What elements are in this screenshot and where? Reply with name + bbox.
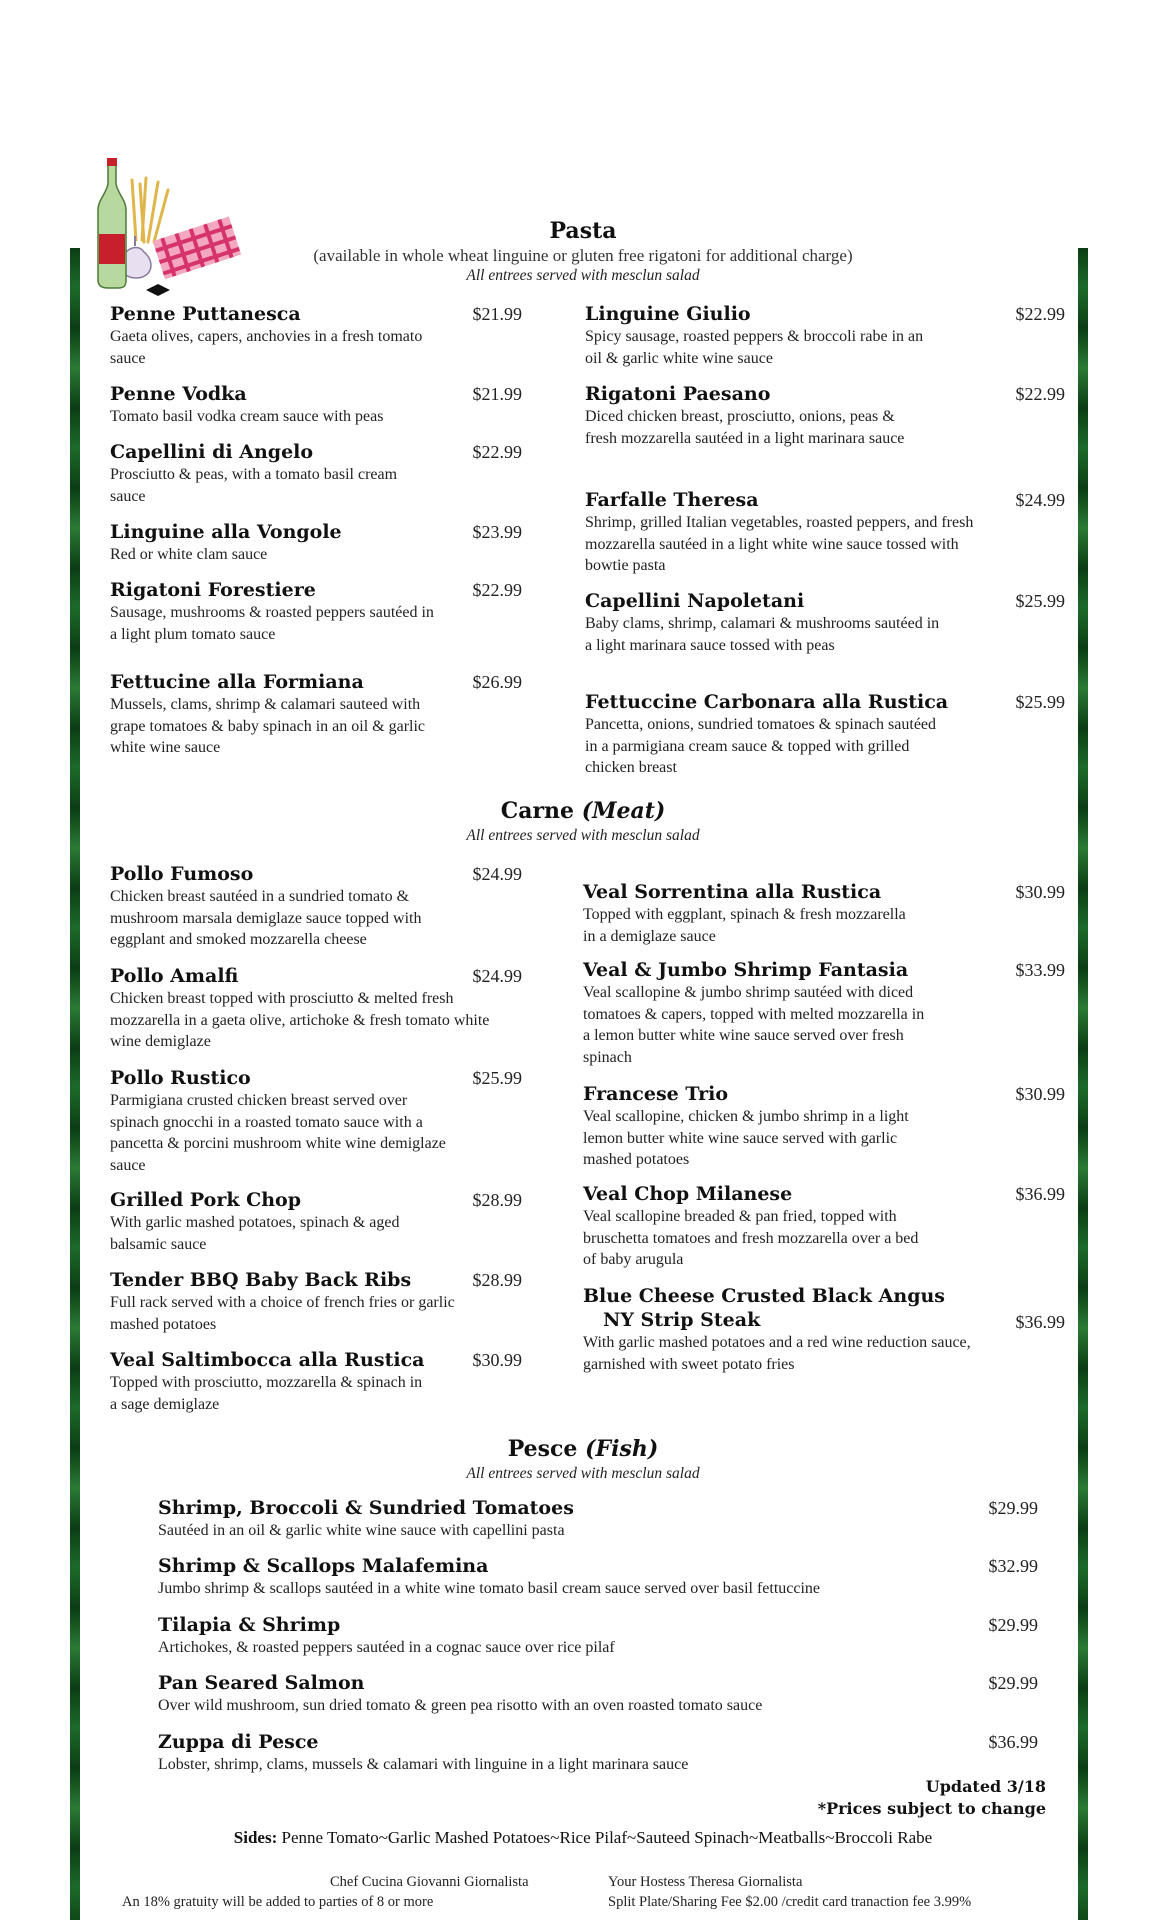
- item-price: $25.99: [1015, 692, 1065, 712]
- item-description: Shrimp, grilled Italian vegetables, roasted peppers, and fresh mozzarella sautéed in a light white wine sauce tossed with bowtie pasta: [585, 514, 974, 574]
- item-price: $36.99: [1015, 1312, 1065, 1332]
- sides-line: [0, 1828, 1166, 1848]
- item-name: Shrimp, Broccoli & Sundried Tomatoes: [158, 1497, 574, 1519]
- item-name: Rigatoni Forestiere: [110, 579, 316, 601]
- price-disclaimer: *Prices subject to change: [817, 1799, 1046, 1818]
- item-price: $32.99: [988, 1556, 1038, 1576]
- item-price: $29.99: [988, 1615, 1038, 1635]
- item-price: $21.99: [472, 384, 522, 404]
- item-description: Baby clams, shrimp, calamari & mushrooms sautéed in a light marinara sauce tossed with peas: [585, 615, 940, 654]
- item-description: Parmigiana crusted chicken breast served over spinach gnocchi in a roasted tomato sauce with a pancetta & porcini mushroom white wine demiglaze sauce: [110, 1092, 446, 1174]
- item-price: $22.99: [472, 580, 522, 600]
- menu-item: [583, 958, 1065, 1068]
- item-name: Capellini di Angelo: [110, 441, 314, 463]
- item-name: Grilled Pork Chop: [110, 1189, 302, 1211]
- item-price: $30.99: [472, 1350, 522, 1370]
- menu-item: [110, 1066, 522, 1176]
- item-name: Penne Vodka: [110, 383, 247, 405]
- menu-item: [110, 1188, 522, 1255]
- item-price: $28.99: [472, 1270, 522, 1290]
- item-description: Lobster, shrimp, clams, mussels & calamari with linguine in a light marinara sauce: [158, 1756, 689, 1773]
- menu-item: [585, 690, 1065, 779]
- item-price: $30.99: [1015, 1084, 1065, 1104]
- item-description: Jumbo shrimp & scallops sautéed in a white wine tomato basil cream sauce served over basil fettuccine: [158, 1580, 821, 1597]
- sides-list: Penne Tomato~Garlic Mashed Potatoes~Rice Pilaf~Sauteed Spinach~Meatballs~Broccoli Rabe: [281, 1828, 933, 1847]
- item-description: Veal scallopine & jumbo shrimp sautéed with diced tomatoes & capers, topped with melted mozzarella in a lemon butter white wine sauce served over fresh spinach: [583, 984, 925, 1066]
- item-description: Diced chicken breast, prosciutto, onions, peas & fresh mozzarella sautéed in a light marinara sauce: [585, 408, 905, 447]
- pesce-note: All entrees served with mesclun salad: [466, 1465, 700, 1482]
- item-price: $26.99: [472, 672, 522, 692]
- item-description: Veal scallopine, chicken & jumbo shrimp in a light lemon butter white wine sauce served with garlic mashed potatoes: [583, 1108, 909, 1168]
- menu-item: [158, 1613, 1038, 1659]
- item-description: Pancetta, onions, sundried tomatoes & spinach sautéed in a parmigiana cream sauce & topped with grilled chicken breast: [585, 716, 937, 776]
- carne-note: All entrees served with mesclun salad: [466, 827, 700, 844]
- carne-section-title: Carne (Meat): [500, 798, 666, 824]
- item-name: Veal Sorrentina alla Rustica: [583, 881, 882, 903]
- pasta-note: All entrees served with mesclun salad: [466, 267, 700, 284]
- item-name: Veal & Jumbo Shrimp Fantasia: [583, 959, 909, 981]
- item-name: Veal Saltimbocca alla Rustica: [110, 1349, 425, 1371]
- item-price: $24.99: [472, 864, 522, 884]
- pasta-section-title: Pasta: [549, 218, 617, 244]
- item-description: Spicy sausage, roasted peppers & broccoli rabe in an oil & garlic white wine sauce: [585, 328, 924, 367]
- item-description: Artichokes, & roasted peppers sautéed in a cognac sauce over rice pilaf: [158, 1639, 615, 1656]
- item-name: Fettuccine Carbonara alla Rustica: [585, 691, 949, 713]
- item-name: Shrimp & Scallops Malafemina: [158, 1555, 489, 1577]
- menu-item: [110, 382, 522, 428]
- item-price: $36.99: [988, 1732, 1038, 1752]
- menu-item: [158, 1730, 1038, 1776]
- item-name: Rigatoni Paesano: [585, 383, 771, 405]
- item-name: Pollo Amalfi: [110, 965, 239, 987]
- item-description: Sautéed in an oil & garlic white wine sauce with capellini pasta: [158, 1522, 565, 1539]
- item-price: $25.99: [1015, 591, 1065, 611]
- menu-item: [585, 302, 1065, 369]
- item-description: Chicken breast topped with prosciutto & melted fresh mozzarella in a gaeta olive, artichoke & fresh tomato white wine demiglaze: [110, 990, 490, 1050]
- item-name: Pollo Rustico: [110, 1067, 251, 1089]
- updated-date: Updated 3/18: [925, 1777, 1046, 1796]
- item-price: $22.99: [1015, 384, 1065, 404]
- menu-item: [585, 488, 1065, 577]
- menu-item: [110, 1348, 522, 1415]
- menu-item: [158, 1554, 1038, 1600]
- menu-item: [585, 382, 1065, 449]
- item-description: With garlic mashed potatoes, spinach & aged balsamic sauce: [110, 1214, 400, 1253]
- item-name: Farfalle Theresa: [585, 489, 759, 511]
- item-name: Linguine alla Vongole: [110, 521, 342, 543]
- item-description: Red or white clam sauce: [110, 546, 268, 563]
- item-description: Topped with prosciutto, mozzarella & spinach in a sage demiglaze: [110, 1374, 423, 1413]
- menu-item: [583, 1182, 1065, 1271]
- left-decorative-border: [70, 248, 80, 1920]
- updated-notice: [818, 1776, 1046, 1820]
- menu-item: [158, 1671, 1038, 1717]
- right-decorative-border: [1078, 248, 1088, 1920]
- item-description: Chicken breast sautéed in a sundried tomato & mushroom marsala demiglaze sauce topped with eggplant and smoked mozzarella cheese: [110, 888, 422, 948]
- item-name-line2: NY Strip Steak: [603, 1309, 761, 1331]
- item-description: Over wild mushroom, sun dried tomato & green pea risotto with an oven roasted tomato sauce: [158, 1697, 763, 1714]
- item-name: Fettucine alla Formiana: [110, 671, 364, 693]
- menu-item: [110, 440, 522, 507]
- pesce-section-title: Pesce (Fish): [507, 1436, 659, 1462]
- menu-item: [585, 589, 1065, 656]
- item-description: Topped with eggplant, spinach & fresh mozzarella in a demiglaze sauce: [583, 906, 906, 945]
- item-name: Pan Seared Salmon: [158, 1672, 365, 1694]
- item-description: With garlic mashed potatoes and a red wine reduction sauce, garnished with sweet potato fries: [583, 1334, 971, 1373]
- menu-item: [158, 1496, 1038, 1542]
- item-name: Pollo Fumoso: [110, 863, 254, 885]
- item-price: $30.99: [1015, 882, 1065, 902]
- item-description: Full rack served with a choice of french fries or garlic mashed potatoes: [110, 1294, 455, 1333]
- fees-notice: Split Plate/Sharing Fee $2.00 /credit card tranaction fee 3.99%: [608, 1894, 972, 1910]
- item-description: Prosciutto & peas, with a tomato basil cream sauce: [110, 466, 398, 505]
- item-price: $29.99: [988, 1673, 1038, 1693]
- item-price: $24.99: [472, 966, 522, 986]
- item-description: Sausage, mushrooms & roasted peppers sautéed in a light plum tomato sauce: [110, 604, 434, 643]
- menu-item: [583, 1284, 1065, 1375]
- menu-item: [110, 1268, 522, 1335]
- item-price: $36.99: [1015, 1184, 1065, 1204]
- item-price: $25.99: [472, 1068, 522, 1088]
- item-price: $28.99: [472, 1190, 522, 1210]
- item-description: Gaeta olives, capers, anchovies in a fresh tomato sauce: [110, 328, 423, 367]
- gratuity-notice: An 18% gratuity will be added to parties of 8 or more: [122, 1894, 434, 1910]
- menu-item: [583, 880, 1065, 947]
- menu-item: [110, 862, 522, 951]
- item-name: Tender BBQ Baby Back Ribs: [110, 1269, 412, 1291]
- menu-item: [110, 302, 522, 369]
- item-name: Linguine Giulio: [585, 303, 751, 325]
- item-price: $22.99: [1015, 304, 1065, 324]
- sides-label: Sides:: [233, 1828, 278, 1847]
- menu-item: [110, 670, 522, 759]
- item-name: Veal Chop Milanese: [583, 1183, 793, 1205]
- item-name: Capellini Napoletani: [585, 590, 805, 612]
- pasta-subtitle: (available in whole wheat linguine or gluten free rigatoni for additional charge): [313, 246, 853, 265]
- item-name: Francese Trio: [583, 1083, 729, 1105]
- hostess-credit: Your Hostess Theresa Giornalista: [608, 1874, 803, 1890]
- item-name: Blue Cheese Crusted Black Angus: [583, 1285, 946, 1307]
- item-price: $33.99: [1015, 960, 1065, 980]
- item-name: Penne Puttanesca: [110, 303, 301, 325]
- chef-credit: Chef Cucina Giovanni Giornalista: [330, 1874, 529, 1890]
- menu-item: [110, 578, 522, 645]
- menu-item: [110, 520, 522, 566]
- item-price: $24.99: [1015, 490, 1065, 510]
- item-name: Tilapia & Shrimp: [158, 1614, 341, 1636]
- item-price: $29.99: [988, 1498, 1038, 1518]
- item-description: Veal scallopine breaded & pan fried, topped with bruschetta tomatoes and fresh mozzarella over a bed of baby arugula: [583, 1208, 919, 1268]
- item-price: $22.99: [472, 442, 522, 462]
- item-price: $21.99: [472, 304, 522, 324]
- item-name: Zuppa di Pesce: [158, 1731, 319, 1753]
- menu-item: [110, 964, 522, 1053]
- item-description: Tomato basil vodka cream sauce with peas: [110, 408, 384, 425]
- item-description: Mussels, clams, shrimp & calamari sauteed with grape tomatoes & baby spinach in an oil & garlic white wine sauce: [110, 696, 426, 756]
- menu-item: [583, 1082, 1065, 1171]
- item-price: $23.99: [472, 522, 522, 542]
